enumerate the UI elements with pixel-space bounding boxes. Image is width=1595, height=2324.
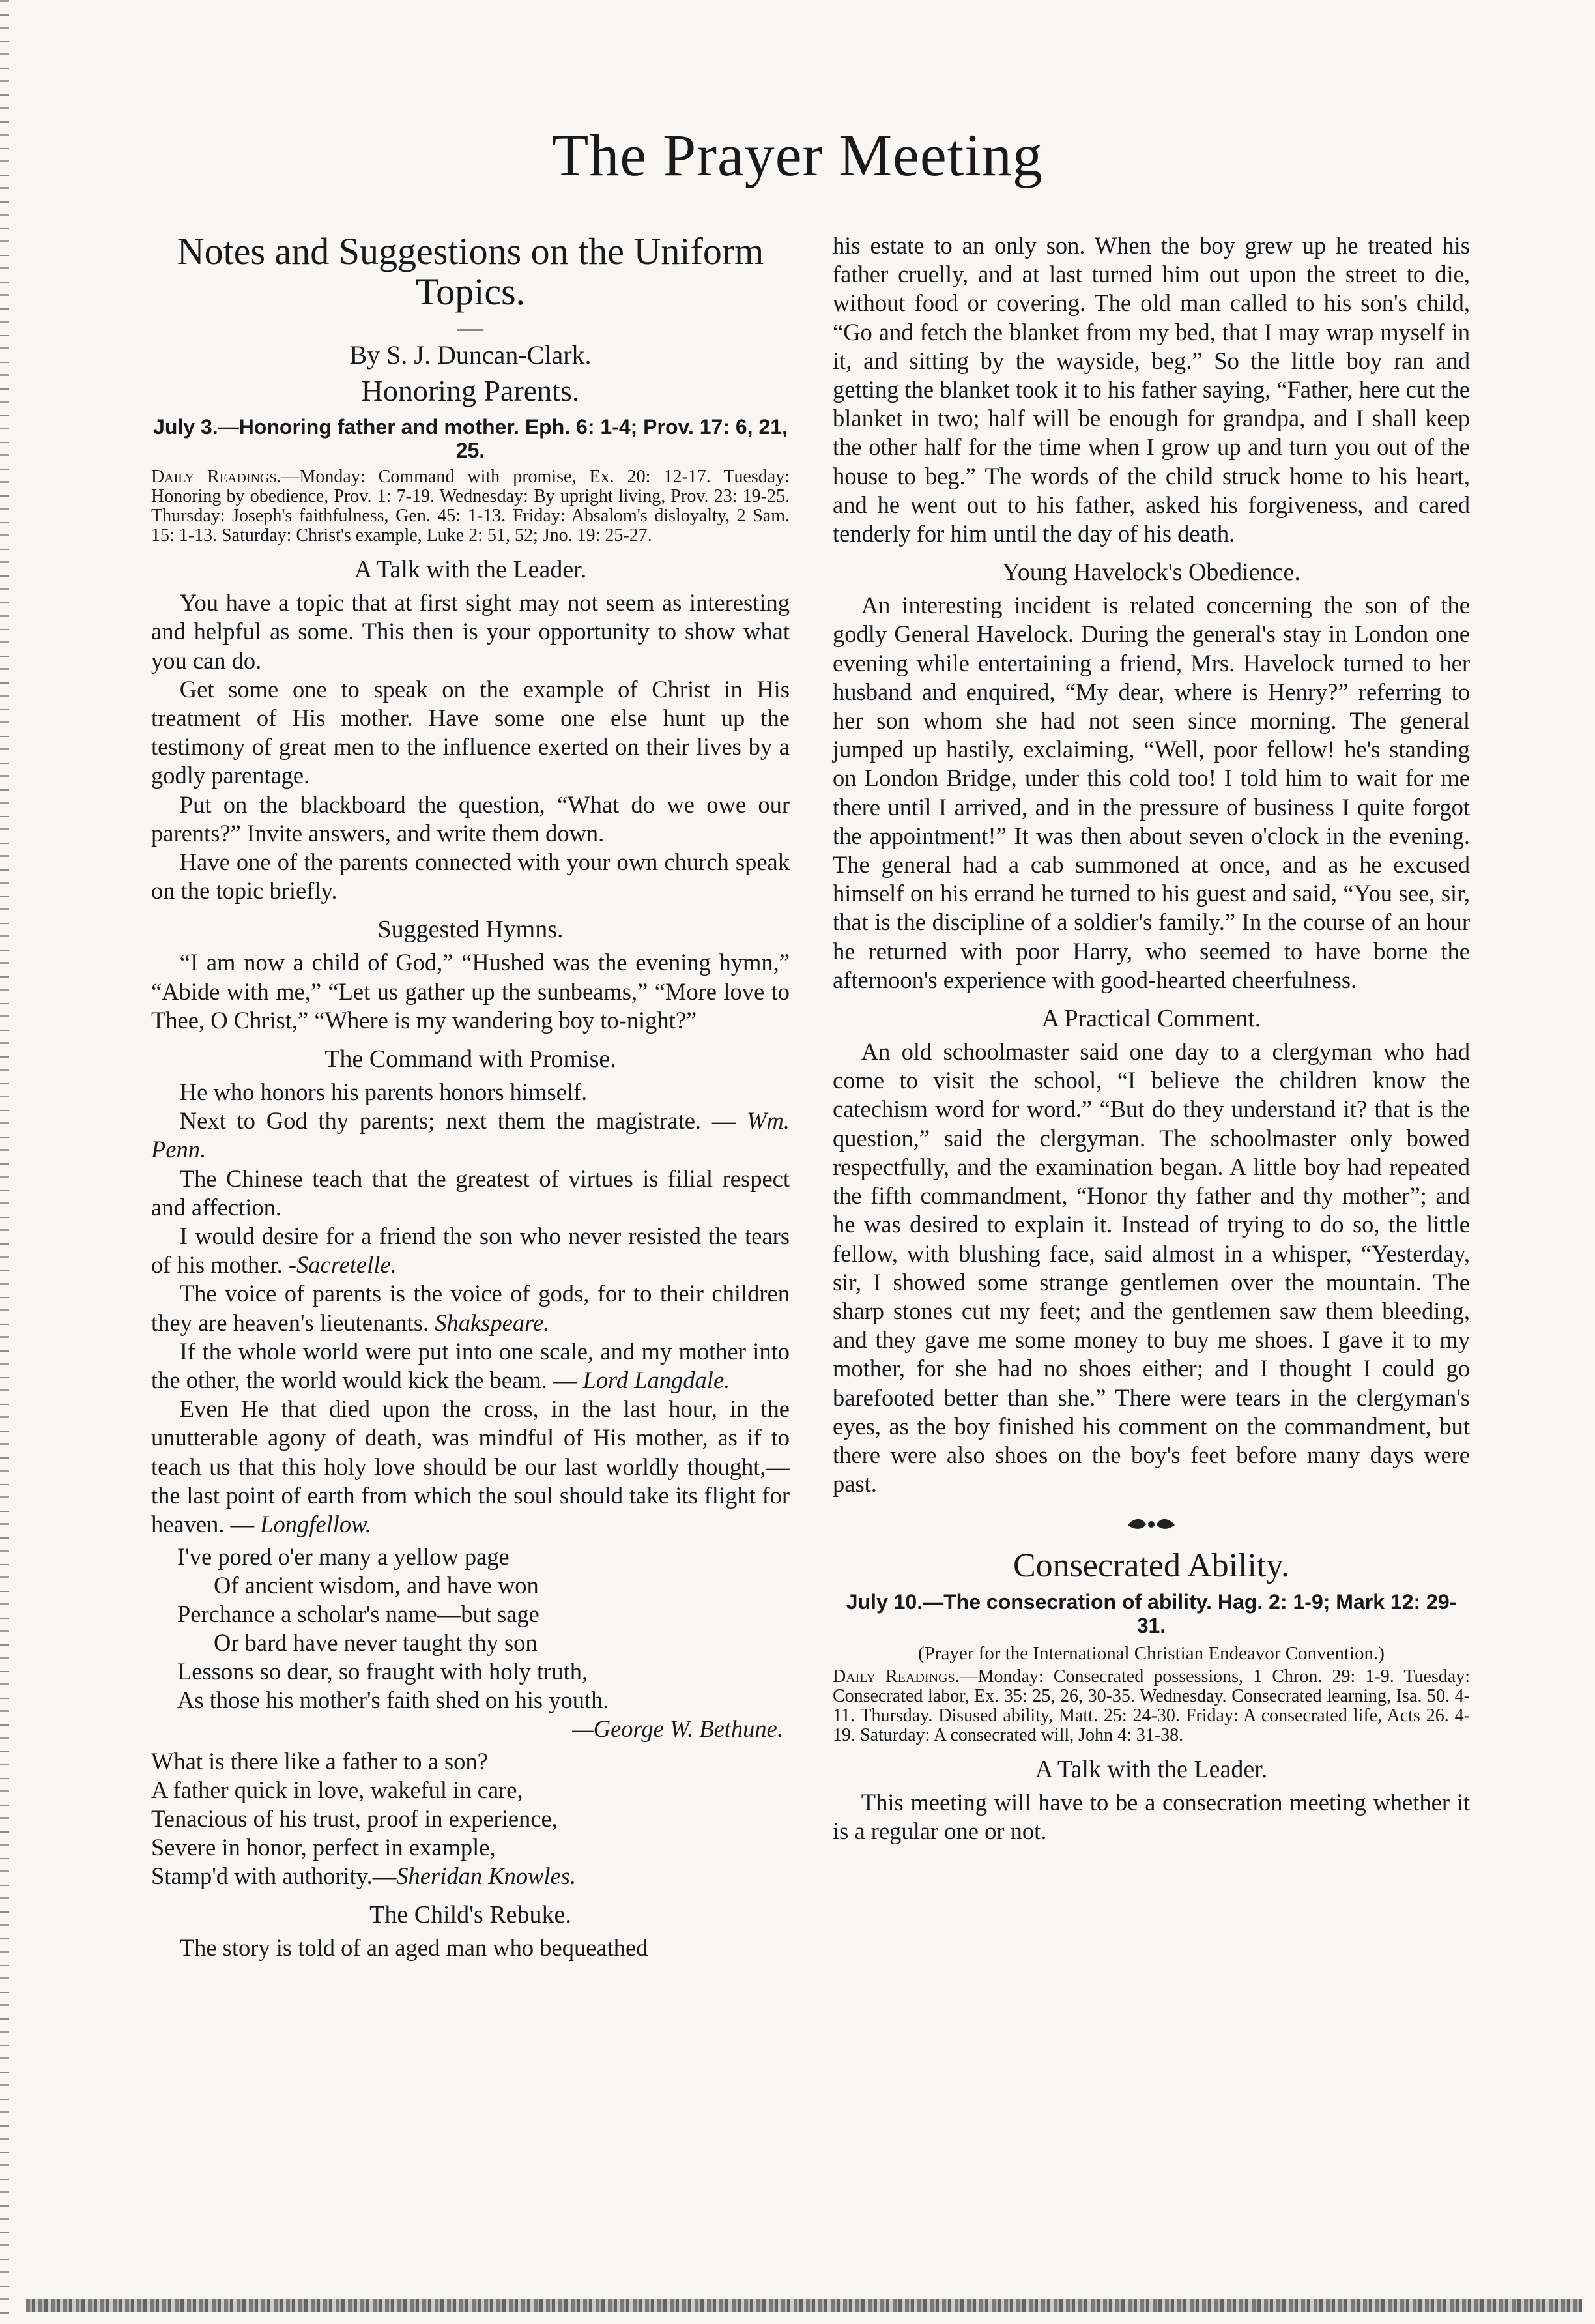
poem-line: I've pored o'er many a yellow page (177, 1543, 510, 1571)
quote: The Chinese teach that the greatest of virtues is filial respect and affection. (151, 1165, 790, 1221)
poem-line: Lessons so dear, so fraught with holy truth, (177, 1658, 588, 1685)
poem-attribution: Sheridan Knowles. (396, 1863, 577, 1890)
childs-rebuke-heading: The Child's Rebuke. (369, 1901, 571, 1929)
havelock-paragraph: An interesting incident is related concerning the son of the godly General Havelock. During the general's stay in London one evening while entertaining a friend, Mrs. Havelock turned to her husband and enquired, “My dear, where is Henry?” referring to her son whom she had not seen since morning. The general jumped up hastily, exclaiming, “Well, poor fellow! he's standing on London Bridge, under this cold too! I told him to wait for me there until I arrived, and in the pressure of business I quite forgot the appointment!” It was then about seven o'clock in the evening. The general had a cab summoned at once, and as he excused himself on his errand he turned to his guest and said, “You see, sir, that is the discipline of a soldier's family.” In the course of an hour he returned with poor Harry, who seemed to have borne the afternoon's experience with good-hearted cheerfulness. (833, 592, 1470, 993)
daily-readings-label: Daily Readings. (833, 1666, 960, 1687)
poem-knowles (151, 1747, 790, 1891)
quote: I would desire for a friend the son who never resisted the tears of his mother. -Sacretelle. (151, 1223, 790, 1279)
quote: If the whole world were put into one scale, and my mother into the other, the world would kick the beam. — Lord Langdale. (151, 1337, 790, 1394)
quote-attribution: Wm. Penn. (151, 1107, 790, 1163)
quote: Even He that died upon the cross, in the last hour, in the unutterable agony of death, was mindful of His mother, as if to teach us that this holy love should be our last worldly thought,—the last point of earth from which the soul should take its flight for heaven. — Longfellow. (151, 1395, 790, 1538)
talk-paragraph: You have a topic that at first sight may not seem as interesting and helpful as some. This then is your opportunity to show what you can do. (151, 589, 790, 674)
talk-with-leader-heading: A Talk with the Leader. (354, 556, 587, 584)
quote: He who honors his parents honors himself. (179, 1079, 588, 1106)
poem-line: What is there like a father to a son? (151, 1748, 488, 1775)
talk-paragraph: Have one of the parents connected with your own church speak on the topic briefly. (151, 849, 790, 905)
poem-line: Or bard have never taught thy son (214, 1629, 538, 1657)
poem-line: A father quick in love, wakeful in care, (151, 1777, 523, 1804)
ornament-fleuron-icon (833, 1507, 1470, 1536)
talk-with-leader-heading: A Talk with the Leader. (1035, 1755, 1268, 1783)
daily-readings (151, 467, 790, 545)
havelock-heading: Young Havelock's Obedience. (1002, 559, 1300, 587)
quote-attribution: Lord Langdale. (582, 1367, 730, 1394)
practical-comment-heading: A Practical Comment. (1041, 1005, 1261, 1033)
daily-readings-label: Daily Readings. (151, 467, 281, 487)
topic-title-honoring-parents: Honoring Parents. (361, 374, 580, 408)
left-page-edge (0, 0, 9, 2324)
quote: Next to God thy parents; next them the magistrate. — Wm. Penn. (151, 1107, 790, 1163)
poem-line: Tenacious of his trust, proof in experience, (151, 1805, 558, 1833)
bottom-page-edge (26, 2299, 1582, 2312)
quote-attribution: Shakspeare. (435, 1309, 550, 1336)
left-column (151, 231, 790, 1963)
quote-attribution: Sacretelle. (296, 1251, 397, 1279)
poem-bethune (177, 1543, 790, 1743)
quote-attribution: Longfellow. (260, 1511, 371, 1538)
daily-readings-text: —Monday: Command with promise, Ex. 20: 12-17. Tuesday: Honoring by obedience, Prov. 1: 7-19. Wednesday: By upright living, Prov. 23: 19-25. Thursday: Joseph's faithfulness, Gen. 45: 1-13. Friday: Absalom's disloyalty, 2 Sam. 15: 1-13. Saturday: Christ's example, Luke 2: 51, 52; Jno. 19: 25-27. (151, 467, 790, 546)
hymns-list: “I am now a child of God,” “Hushed was the evening hymn,” “Abide with me,” “Let us gather up the sunbeams,” “More love to Thee, O Christ,” “Where is my wandering boy to-night?” (151, 949, 790, 1034)
daily-readings (833, 1667, 1470, 1745)
poem-line: Of ancient wisdom, and have won (214, 1572, 539, 1599)
talk-paragraph: This meeting will have to be a consecration meeting whether it is a regular one or not. (833, 1788, 1470, 1844)
topic-reference: July 3.—Honoring father and mother. Eph. 6: 1-4; Prov. 17: 6, 21, 25. (153, 415, 788, 463)
daily-readings-text: —Monday: Consecrated possessions, 1 Chron. 29: 1-9. Tuesday: Consecrated labor, Ex. 35: 25, 26, 30-35. Wednesday. Consecrated learning, Isa. 50. 4-11. Thursday. Disused ability, Matt. 25: 24-30. Friday: A consecrated life, Acts 26. 4-19. Saturday: A consecrated will, John 4: 31-38. (833, 1666, 1470, 1745)
poem-line: Stamp'd with authority.—Sheridan Knowles. (151, 1863, 577, 1890)
byline: By S. J. Duncan-Clark. (349, 340, 592, 370)
quote: The voice of parents is the voice of gods, for to their children they are heaven's lieutenants. Shakspeare. (151, 1280, 790, 1336)
talk-paragraph: Put on the blackboard the question, “What do we owe our parents?” Invite answers, and write them down. (151, 791, 790, 847)
heading-dash: — (457, 313, 483, 342)
poem-line: Perchance a scholar's name—but sage (177, 1601, 539, 1628)
topic-note: (Prayer for the International Christian Endeavor Convention.) (918, 1642, 1385, 1664)
topic-reference: July 10.—The consecration of ability. Hag. 2: 1-9; Mark 12: 29-31. (846, 1590, 1457, 1637)
poem-attribution: —George W. Bethune. (572, 1715, 783, 1743)
poem-line: As those his mother's faith shed on his youth. (177, 1687, 609, 1714)
suggested-hymns-heading: Suggested Hymns. (377, 916, 564, 944)
article-heading: Notes and Suggestions on the Uniform Topics. (177, 230, 764, 313)
command-with-promise-heading: The Command with Promise. (324, 1045, 616, 1073)
talk-paragraph: Get some one to speak on the example of Christ in His treatment of His mother. Have some one else hunt up the testimony of great men to the influence exerted on their lives by a godly parentage. (151, 675, 790, 789)
rebuke-paragraph-cont: his estate to an only son. When the boy grew up he treated his father cruelly, and at last turned him out upon the street to die, without food or covering. The old man called to his son's child, “Go and fetch the blanket from my bed, that I may wrap myself in it, and sitting by the wayside, beg.” So the little boy ran and getting the blanket took it to his father saying, “Father, here cut the blanket in two; half will be enough for grandpa, and I shall keep the other half for the time when I grow up and turn you out of the house to beg.” The words of the child struck home to his heart, and he went out to his father, asked his forgiveness, and cared tenderly for him until the day of his death. (833, 232, 1470, 547)
page-title: The Prayer Meeting (552, 122, 1043, 188)
right-column (833, 231, 1470, 1846)
rebuke-paragraph-start: The story is told of an aged man who bequeathed (179, 1934, 648, 1962)
practical-paragraph: An old schoolmaster said one day to a clergyman who had come to visit the school, “I believe the children know the catechism word for word.” “But do they understand it? that is the question,” said the clergyman. The schoolmaster only bowed respectfully, and the examination began. A little boy had repeated the fifth commandment, “Honor thy father and thy mother”; and he was desired to explain it. Instead of trying to do so, the little fellow, with blushing face, said almost in a whisper, “Yesterday, sir, I showed some strange gentlemen over the mountain. The sharp stones cut my feet; and the gentlemen saw them bleeding, and they gave me some money to buy me shoes. I gave it to my mother, for she had no shoes either; and I thought I could go barefooted better than she.” There were tears in the clergyman's eyes, as the boy finished his comment on the commandment, but there were also shoes on the boy's feet before many days were past. (833, 1038, 1470, 1498)
poem-line: Severe in honor, perfect in example, (151, 1834, 496, 1861)
topic-title-consecrated-ability: Consecrated Ability. (1013, 1547, 1290, 1584)
